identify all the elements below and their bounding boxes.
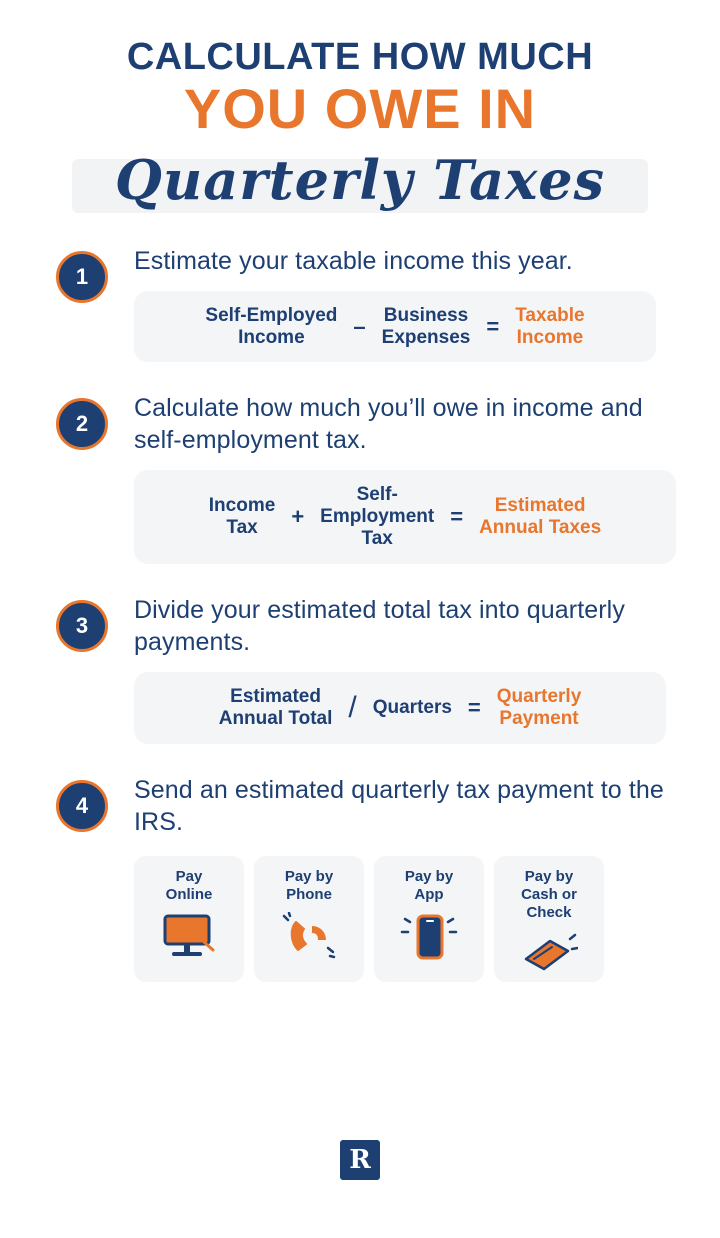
payment-method-label: Pay by App [404, 867, 454, 903]
step-2-body [134, 392, 680, 564]
money-icon [518, 924, 580, 982]
title-line-1: CALCULATE HOW MUCH [126, 36, 594, 78]
step-1 [0, 245, 720, 363]
formula-term: Self-Employed Income [205, 304, 338, 348]
title-line-2: YOU OWE IN [183, 76, 537, 140]
payment-methods-list [134, 856, 680, 982]
formula-operator: + [291, 504, 305, 530]
step-3-text: Divide your estimated total tax into quarterly payments. [134, 595, 625, 656]
step-4-body [134, 774, 680, 982]
formula-operator: = [450, 504, 464, 530]
script-title-wrap [0, 145, 720, 231]
formula-term: Quarters [372, 696, 452, 718]
formula-term: Self- Employment Tax [320, 484, 435, 550]
payment-method-online [134, 856, 244, 982]
payment-method-phone [254, 856, 364, 982]
step-3-formula [134, 672, 666, 744]
formula-term: Business Expenses [381, 304, 471, 348]
brand-logo: R [340, 1140, 380, 1180]
payment-method-label: Pay by Cash or Check [521, 867, 577, 921]
formula-operator: = [467, 694, 481, 720]
payment-method-label: Pay Online [165, 867, 213, 903]
step-4 [0, 774, 720, 982]
steps-list [0, 245, 720, 982]
formula-term: Income Tax [208, 495, 276, 539]
step-2-text: Calculate how much you’ll owe in income and self-employment tax. [134, 394, 643, 455]
step-1-body [134, 245, 680, 363]
title-script: Quarterly Taxes [114, 147, 606, 212]
step-1-badge: 1 [56, 251, 108, 303]
computer-icon [158, 908, 220, 968]
telephone-icon [278, 908, 340, 968]
formula-result: Estimated Annual Taxes [479, 495, 602, 539]
infographic-header [0, 0, 720, 231]
payment-method-app [374, 856, 484, 982]
step-4-text: Send an estimated quarterly tax payment to the IRS. [134, 775, 664, 836]
footer [0, 1140, 720, 1180]
smartphone-icon [398, 908, 460, 968]
payment-method-label: Pay by Phone [284, 867, 334, 903]
formula-result: Taxable Income [515, 304, 585, 348]
formula-operator: / [348, 690, 357, 724]
step-2 [0, 392, 720, 564]
step-3-badge: 3 [56, 600, 108, 652]
step-4-badge: 4 [56, 780, 108, 832]
step-2-badge: 2 [56, 398, 108, 450]
formula-operator: = [486, 313, 500, 339]
formula-term: Estimated Annual Total [218, 685, 333, 729]
step-3 [0, 594, 720, 744]
formula-operator: – [353, 313, 366, 339]
step-1-formula [134, 291, 656, 363]
step-2-formula [134, 470, 676, 564]
formula-result: Quarterly Payment [496, 685, 582, 729]
payment-method-cash-check [494, 856, 604, 982]
step-3-body [134, 594, 680, 744]
step-1-text: Estimate your taxable income this year. [134, 246, 573, 275]
